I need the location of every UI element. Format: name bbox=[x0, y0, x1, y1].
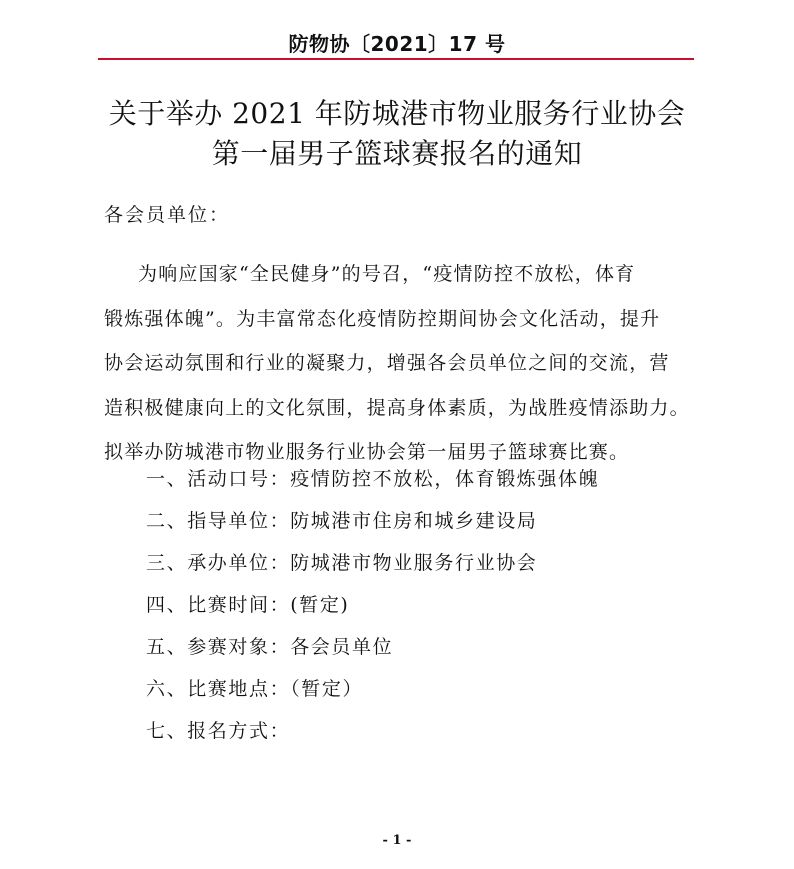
list-item: 三、承办单位：防城港市物业服务行业协会 bbox=[146, 552, 538, 574]
list-item: 二、指导单位：防城港市住房和城乡建设局 bbox=[146, 510, 538, 532]
salutation: 各会员单位： bbox=[104, 204, 231, 226]
title-line-1: 关于举办 2021 年防城港市物业服务行业协会 bbox=[108, 97, 686, 130]
body-line: 为响应国家“全民健身”的号召，“疫情防控不放松，体育 bbox=[138, 263, 636, 285]
body-line: 造积极健康向上的文化氛围，提高身体素质，为战胜疫情添助力。 bbox=[104, 396, 690, 419]
list-item: 四、比赛时间：(暂定) bbox=[146, 594, 350, 616]
title-line-2: 第一届男子篮球赛报名的通知 bbox=[211, 137, 583, 170]
list-item: 五、参赛对象：各会员单位 bbox=[146, 636, 394, 658]
list-item: 七、报名方式： bbox=[146, 720, 291, 742]
body-line: 锻炼强体魄”。为丰富常态化疫情防控期间协会文化活动，提升 bbox=[104, 307, 661, 330]
list-item: 一、活动口号：疫情防控不放松，体育锻炼强体魄 bbox=[146, 468, 600, 490]
document-number: 防物协〔2021〕17 号 bbox=[288, 32, 506, 56]
page-number: - 1 - bbox=[382, 833, 412, 848]
list-item: 六、比赛地点：（暂定） bbox=[146, 678, 364, 700]
body-paragraph bbox=[104, 252, 694, 475]
item-list bbox=[146, 458, 599, 752]
red-header-rule bbox=[98, 58, 694, 60]
body-line: 拟举办防城港市物业服务行业协会第一届男子篮球赛比赛。 bbox=[104, 441, 630, 463]
body-line: 协会运动氛围和行业的凝聚力，增强各会员单位之间的交流，营 bbox=[104, 352, 670, 374]
